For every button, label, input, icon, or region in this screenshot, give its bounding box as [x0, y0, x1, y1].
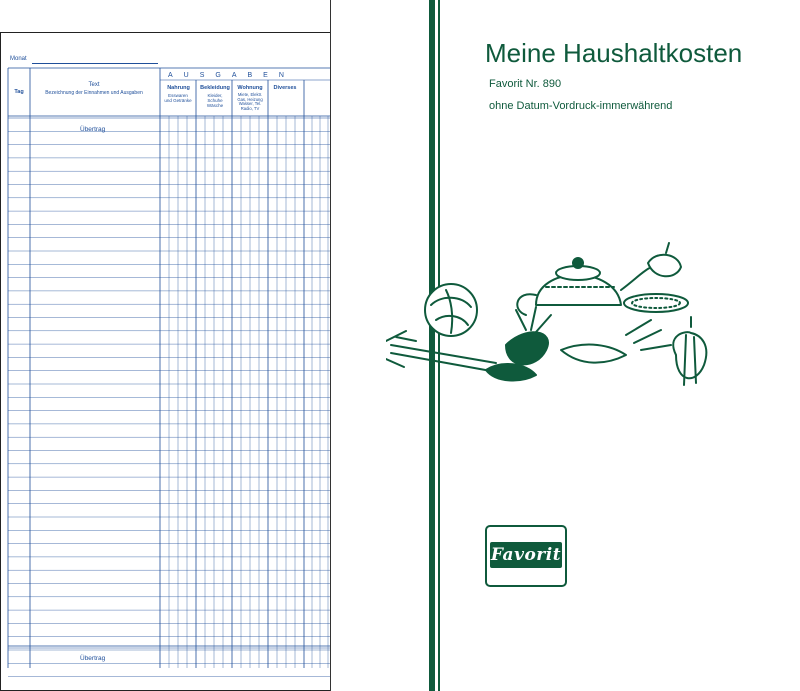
uebertrag-top: Übertrag — [80, 126, 106, 133]
uebertrag-bottom: Übertrag — [80, 655, 106, 662]
vegetables-and-teapot-illustration — [386, 235, 716, 395]
col-diverses-title: Diverses — [273, 85, 297, 91]
cover-page — [330, 0, 800, 691]
monat-line — [32, 63, 158, 64]
col-bekleidung-sub: Kleider, Schuhe Wäsche — [206, 93, 224, 108]
cover-tagline: ohne Datum-Vordruck-immerwährend — [489, 100, 673, 112]
ausgaben-header: AUSGABEN — [168, 72, 295, 79]
cover-title: Meine Haushaltkosten — [485, 38, 743, 68]
col-wohnung-title: Wohnung — [237, 85, 263, 91]
col-nahrung-title: Nahrung — [167, 85, 190, 91]
favorit-logo-text: Favorit — [490, 545, 562, 565]
favorit-logo-band — [490, 542, 562, 568]
col-wohnung-sub: Miete, Elektr. Gas, Heizung Wasser, Tel. Radio, TV — [237, 92, 263, 111]
text-header: Text — [88, 82, 100, 88]
cover-subtitle: Favorit Nr. 890 — [489, 78, 562, 90]
col-nahrung-sub: Esswaren und Getränke — [164, 93, 192, 103]
text-subheader: Bezeichnung der Einnahmen und Ausgaben — [45, 90, 143, 96]
tag-header: Tag — [14, 89, 24, 95]
ledger-text-layer — [0, 32, 336, 691]
col-bekleidung-title: Bekleidung — [200, 85, 230, 91]
monat-label: Monat — [10, 56, 27, 62]
favorit-logo — [485, 525, 567, 587]
